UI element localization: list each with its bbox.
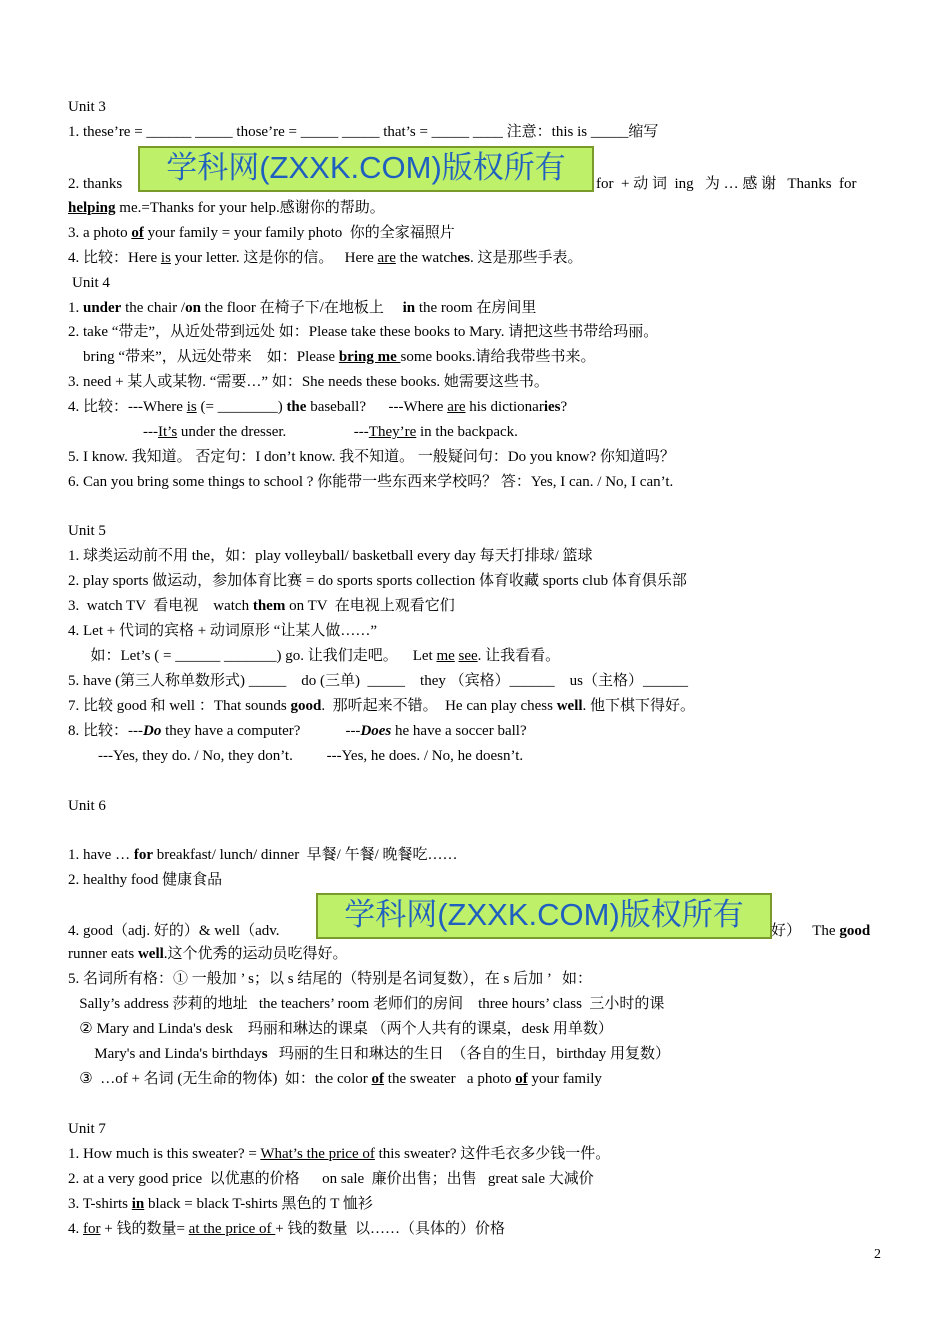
unit5-line1: 1. 球类运动前不用 the，如：play volleyball/ basketball every day 每天打排球/ 篮球 (68, 548, 593, 564)
t: 好） The (771, 923, 840, 939)
t: 7. 比较 good 和 well ：That sounds (68, 698, 291, 714)
unit3-line2a: 2. thanks (68, 176, 123, 192)
t: well (556, 698, 583, 714)
t: good (290, 698, 322, 714)
t: 8. 比较：--- (68, 723, 143, 739)
t: 3. a photo (68, 225, 132, 241)
watermark-1: 学科网(ZXXK.COM)版权所有 (138, 146, 594, 192)
t: are (447, 399, 466, 415)
t: for (83, 1221, 101, 1237)
t: s (261, 1046, 268, 1062)
unit3-line4 (68, 223, 455, 243)
unit6-line4 (68, 944, 348, 964)
watermark-2: 学科网(ZXXK.COM)版权所有 (316, 893, 772, 939)
t: your family (527, 1071, 602, 1087)
unit5-line3 (68, 596, 455, 616)
t: 4. (68, 1221, 83, 1237)
unit4-line1 (68, 298, 536, 318)
t: Mary's and Linda's birthday (68, 1046, 262, 1062)
unit6-line3a: 4. good（adj. 好的）& well（adv. (68, 923, 280, 939)
unit3-title: Unit 3 (68, 99, 106, 115)
t: . 他下棋下得好。 (582, 698, 696, 714)
t: Does (360, 723, 392, 739)
t: 如：Let’s ( = ______ _______) go. 让我们走吧。 Let (68, 648, 437, 664)
t: his dictionar (465, 399, 544, 415)
unit3-of: of (131, 225, 144, 241)
t: 4. 比较：---Where (68, 399, 187, 415)
unit5-line7 (68, 696, 695, 716)
t: ③ …of + 名词 (无生命的物体) 如：the color (68, 1071, 372, 1087)
unit5-line5 (68, 646, 560, 666)
unit6-line7: ② Mary and Linda's desk 玛丽和琳达的课桌 （两个人共有的课桌，desk 用单数） (68, 1021, 613, 1037)
unit6-line9 (68, 1069, 602, 1089)
unit4-title: Unit 4 (72, 275, 110, 291)
t: your family = your family photo 你的全家福照片 (143, 225, 455, 241)
t: some books.请给我带些书来。 (400, 349, 596, 365)
unit4-line6 (143, 422, 518, 442)
t: Do (143, 723, 162, 739)
t: the floor 在椅子下/在地板上 (200, 300, 403, 316)
t: is (160, 250, 171, 266)
unit7-line1 (68, 1144, 610, 1164)
unit6-line8 (68, 1044, 670, 1064)
unit3-line2b-text: for + 动 词 ing 为 … 感 谢 Thanks for (596, 176, 857, 192)
unit5-line4: 4. Let + 代词的宾格 + 动词原形 “让某人做……” (68, 623, 377, 639)
unit7-title: Unit 7 (68, 1121, 106, 1137)
t: They’re (368, 424, 417, 440)
t: ies (543, 399, 561, 415)
t: the room 在房间里 (415, 300, 537, 316)
t: the sweater a photo (384, 1071, 516, 1087)
t: What’s the price of (260, 1146, 375, 1162)
unit3-line2b (596, 174, 882, 194)
unit4-line2: 2. take “带走”，从近处带到远处 如：Please take these books to Mary. 请把这些书带给玛丽。 (68, 324, 659, 340)
unit3-line1: 1. these’re = ______ _____ those’re = _____ _____ that’s = _____ ____ 注意：this is _____缩写 (68, 124, 659, 140)
t: 玛丽的生日和琳达的生日 （各自的生日，birthday 用复数） (267, 1046, 671, 1062)
t: 1. How much is this sweater? = (68, 1146, 261, 1162)
t: 3. T-shirts (68, 1196, 132, 1212)
t: ? (560, 399, 568, 415)
t: them (252, 598, 286, 614)
unit6-line1 (68, 845, 458, 865)
t: --- (143, 424, 158, 440)
unit5-title: Unit 5 (68, 523, 106, 539)
t: under the dresser. --- (177, 424, 369, 440)
unit3-helping: helping (68, 200, 116, 216)
t: this sweater? 这件毛衣多少钱一件。 (374, 1146, 611, 1162)
t: well (137, 946, 164, 962)
t: on TV 在电视上观看它们 (285, 598, 455, 614)
unit7-line3 (68, 1194, 373, 1214)
t: bring me (338, 349, 401, 365)
unit3-line3 (68, 198, 385, 218)
t: for (133, 847, 153, 863)
unit5-line6: 5. have (第三人称单数形式) _____ do (三单) _____ they （宾格）______ us（主格）______ (68, 673, 688, 689)
t: . 这是那些手表。 (470, 250, 583, 266)
t: in (131, 1196, 145, 1212)
t: the chair / (121, 300, 186, 316)
t: of (515, 1071, 528, 1087)
t: good (839, 923, 871, 939)
t: he have a soccer ball? (391, 723, 527, 739)
t: the watch (395, 250, 458, 266)
t: on (185, 300, 201, 316)
unit3-line5 (68, 248, 583, 268)
page-number: 2 (874, 1247, 881, 1262)
unit5-line9: ---Yes, they do. / No, they don’t. ---Yes, he does. / No, he doesn’t. (68, 748, 524, 764)
unit7-line4 (68, 1219, 505, 1239)
unit6-line2: 2. healthy food 健康食品 (68, 872, 223, 888)
t: is (186, 399, 197, 415)
t: runner eats (68, 946, 138, 962)
unit4-line5 (68, 397, 567, 417)
t: It’s (158, 424, 178, 440)
unit3-line3-rest: me.=Thanks for your help.感谢你的帮助。 (115, 200, 385, 216)
t: 4. 比较：Here (68, 250, 161, 266)
t: in (402, 300, 416, 316)
unit6-line5: 5. 名词所有格：① 一般加 ’ s；以 s 结尾的（特别是名词复数），在 s 后加 ’ 如： (68, 971, 593, 987)
t: they have a computer? --- (161, 723, 361, 739)
t: black = black T-shirts 黑色的 T 恤衫 (144, 1196, 373, 1212)
t: 1. (68, 300, 83, 316)
t: see (458, 648, 478, 664)
t: 3. watch TV 看电视 watch (68, 598, 253, 614)
unit6-line3b (771, 921, 870, 941)
unit5-line2: 2. play sports 做运动，参加体育比赛 = do sports sports collection 体育收藏 sports club 体育俱乐部 (68, 573, 687, 589)
t: in the backpack. (416, 424, 518, 440)
unit4-line8: 6. Can you bring some things to school ? 你能带一些东西来学校吗？ 答：Yes, I can. / No, I can’t. (68, 474, 674, 490)
unit6-title: Unit 6 (68, 798, 106, 814)
unit4-line7: 5. I know. 我知道。 否定句：I don’t know. 我不知道。 一般疑问句：Do you know? 你知道吗？ (68, 449, 675, 465)
t: breakfast/ lunch/ dinner 早餐/ 午餐/ 晚餐吃…… (152, 847, 458, 863)
t: bring “带来”，从远处带来 如：Please (68, 349, 339, 365)
unit6-line6: Sally’s address 莎莉的地址 the teachers’ room 老师们的房间 three hours’ class 三小时的课 (68, 996, 665, 1012)
t: 1. have … (68, 847, 134, 863)
unit4-line3 (68, 347, 596, 367)
t: . 那听起来不错。 He can play chess (321, 698, 557, 714)
t: the (286, 399, 307, 415)
t: (= ________) (196, 399, 287, 415)
unit4-line4: 3. need + 某人或某物. “需要…” 如：She needs these books. 她需要这些书。 (68, 374, 549, 390)
t: .这个优秀的运动员吃得好。 (163, 946, 348, 962)
unit5-line8 (68, 721, 527, 741)
t: + 钱的数量 以……（具体的）价格 (275, 1221, 506, 1237)
t: of (371, 1071, 385, 1087)
t: at the price of (188, 1221, 276, 1237)
t: + 钱的数量= (100, 1221, 189, 1237)
t: your letter. 这是你的信。 Here (170, 250, 378, 266)
t: are (377, 250, 396, 266)
t: under (83, 300, 122, 316)
t: es (457, 250, 470, 266)
unit7-line2: 2. at a very good price 以优惠的价格 on sale 廉价出售；出售 great sale 大减价 (68, 1171, 594, 1187)
t: me (436, 648, 455, 664)
t: . 让我看看。 (477, 648, 561, 664)
t: baseball? ---Where (306, 399, 448, 415)
